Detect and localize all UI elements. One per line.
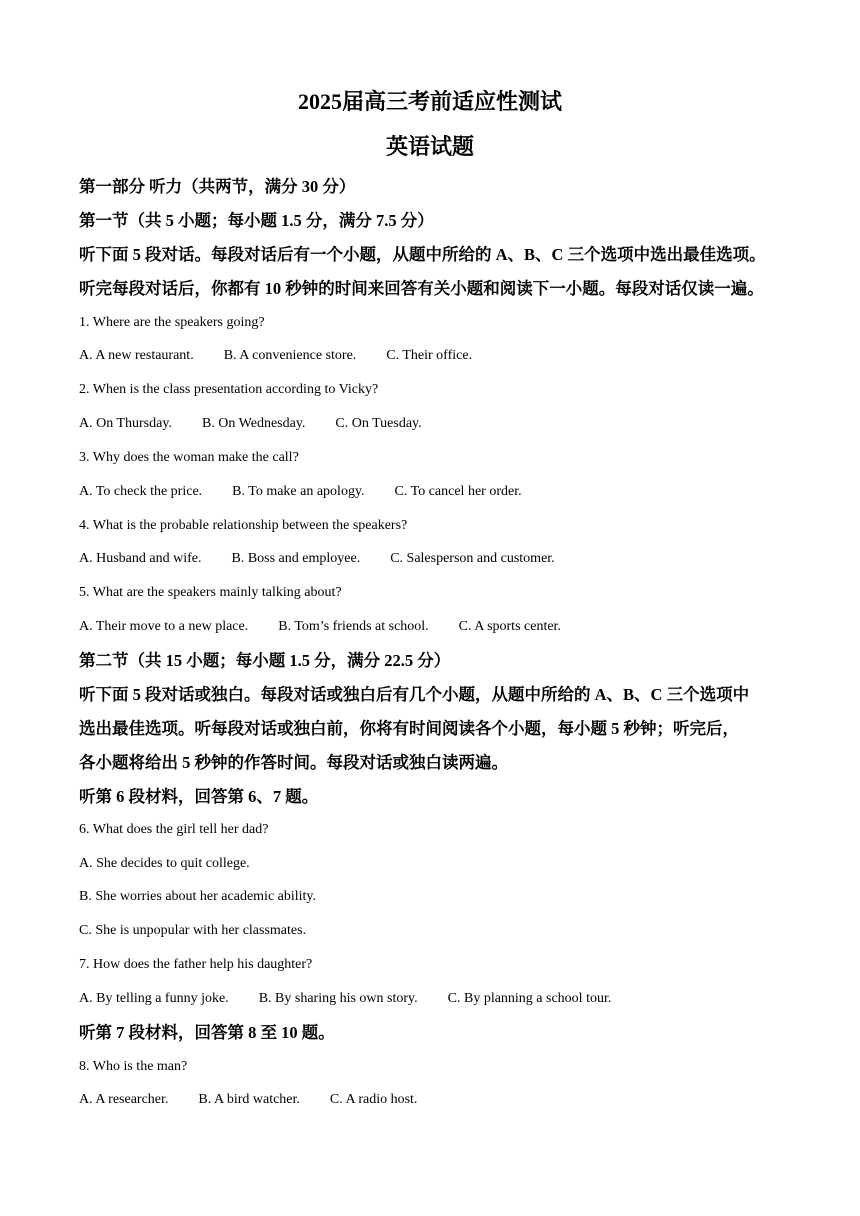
option-a: A. Their move to a new place. bbox=[79, 619, 249, 634]
option-a: A. A researcher. bbox=[79, 1092, 169, 1107]
material-7-heading: 听第 7 段材料，回答第 8 至 10 题。 bbox=[79, 1023, 335, 1042]
option-a: A. On Thursday. bbox=[79, 416, 172, 431]
option-c: C. A radio host. bbox=[329, 1092, 418, 1107]
section2-instruction-line3: 各小题将给出 5 秒钟的作答时间。每段对话或独白读两遍。 bbox=[79, 753, 508, 772]
option-b: B. A bird watcher. bbox=[198, 1092, 300, 1107]
option-c: C. Salesperson and customer. bbox=[390, 551, 555, 566]
exam-title: 2025届高三考前适应性测试 bbox=[297, 89, 562, 114]
option-a: A. By telling a funny joke. bbox=[79, 991, 229, 1006]
question-3-options bbox=[79, 483, 522, 501]
question-2-stem: 2. When is the class presentation according to Vicky? bbox=[79, 382, 379, 397]
section2-instruction-line2: 选出最佳选项。听每段对话或独白前，你将有时间阅读各个小题，每小题 5 秒钟；听完后， bbox=[79, 719, 739, 738]
option-b: B. Tom’s friends at school. bbox=[278, 619, 429, 634]
question-6-option-c: C. She is unpopular with her classmates. bbox=[79, 923, 307, 938]
option-b: B. To make an apology. bbox=[232, 484, 365, 499]
option-b: B. Boss and employee. bbox=[231, 551, 361, 566]
question-6-stem: 6. What does the girl tell her dad? bbox=[79, 822, 269, 837]
section2-instruction-line1: 听下面 5 段对话或独白。每段对话或独白后有几个小题，从题中所给的 A、B、C 三个选项中 bbox=[79, 685, 750, 704]
option-c: C. On Tuesday. bbox=[335, 416, 422, 431]
option-b: B. On Wednesday. bbox=[201, 416, 306, 431]
section1-instruction-line2: 听完每段对话后，你都有 10 秒钟的时间来回答有关小题和阅读下一小题。每段对话仅读一遍。 bbox=[79, 279, 764, 298]
option-c: C. To cancel her order. bbox=[394, 484, 522, 499]
option-b: B. A convenience store. bbox=[223, 348, 357, 363]
question-4-options bbox=[79, 550, 555, 568]
option-c: C. Their office. bbox=[386, 348, 473, 363]
section1-heading: 第一节（共 5 小题；每小题 1.5 分，满分 7.5 分） bbox=[79, 211, 434, 230]
question-8-options bbox=[79, 1091, 417, 1109]
option-a: A. Husband and wife. bbox=[79, 551, 202, 566]
question-5-stem: 5. What are the speakers mainly talking about? bbox=[79, 585, 342, 600]
question-7-stem: 7. How does the father help his daughter? bbox=[79, 957, 313, 972]
question-8-stem: 8. Who is the man? bbox=[79, 1059, 188, 1074]
section1-instruction-line1: 听下面 5 段对话。每段对话后有一个小题，从题中所给的 A、B、C 三个选项中选出最佳选项。 bbox=[79, 245, 766, 264]
option-a: A. To check the price. bbox=[79, 484, 203, 499]
question-5-options bbox=[79, 618, 561, 636]
section2-heading: 第二节（共 15 小题；每小题 1.5 分，满分 22.5 分） bbox=[79, 651, 451, 670]
question-6-option-b: B. She worries about her academic ability. bbox=[79, 889, 317, 904]
part1-heading: 第一部分 听力（共两节，满分 30 分） bbox=[79, 177, 356, 196]
material-6-heading: 听第 6 段材料，回答第 6、7 题。 bbox=[79, 787, 319, 806]
question-4-stem: 4. What is the probable relationship between the speakers? bbox=[79, 518, 408, 533]
option-a: A. A new restaurant. bbox=[79, 348, 194, 363]
question-6-option-a: A. She decides to quit college. bbox=[79, 856, 250, 871]
question-2-options bbox=[79, 415, 422, 433]
option-c: C. By planning a school tour. bbox=[447, 991, 612, 1006]
question-1-options bbox=[79, 347, 472, 365]
question-7-options bbox=[79, 990, 611, 1008]
option-c: C. A sports center. bbox=[458, 619, 561, 634]
exam-subtitle: 英语试题 bbox=[385, 134, 474, 159]
question-1-stem: 1. Where are the speakers going? bbox=[79, 315, 265, 330]
option-b: B. By sharing his own story. bbox=[258, 991, 418, 1006]
question-3-stem: 3. Why does the woman make the call? bbox=[79, 450, 299, 465]
